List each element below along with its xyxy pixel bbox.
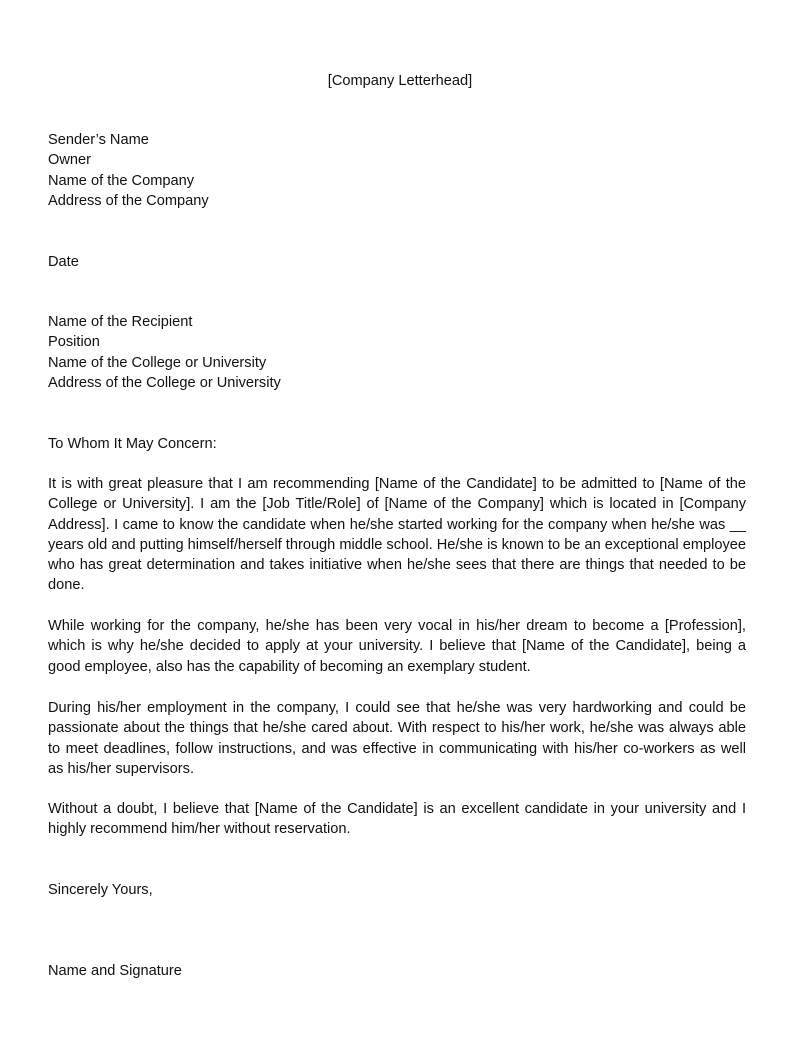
sender-title: Owner: [48, 152, 91, 169]
salutation-block: [48, 434, 748, 454]
sender-block: [48, 130, 748, 211]
body-paragraph-3: During his/her employment in the company, I could see that he/she was very hardworking and could be passionate about the things that he/she cared about. With respect to his/her work, he/she was always able to meet deadlines, follow instructions, and was effective in communicating with his/her co-workers as well as his/her supervisors.: [48, 700, 746, 777]
closing-block: [48, 880, 748, 900]
recipient-address: Address of the College or University: [48, 374, 281, 391]
recipient-institution: Name of the College or University: [48, 354, 267, 371]
body-paragraph-4: Without a doubt, I believe that [Name of the Candidate] is an excellent candidate in your university and I highly recommend him/her without reservation.: [48, 801, 746, 838]
recipient-name: Name of the Recipient: [48, 314, 193, 330]
letter-date: Date: [48, 254, 79, 270]
signature-line: Name and Signature: [48, 963, 182, 979]
company-letterhead: [Company Letterhead]: [327, 73, 473, 89]
sender-name: Sender’s Name: [48, 132, 149, 148]
sender-address: Address of the Company: [48, 192, 209, 209]
body-paragraph-1: It is with great pleasure that I am recommending [Name of the Candidate] to be admitted to [Name of the College or University]. I am the [Job Title/Role] of [Name of the Company] which is located in [Company Address]. I came to know the candidate when he/she started working for the company when he/she was __ years old and putting himself/herself through middle school. He/she is known to be an exceptional employee who has great determination and takes initiative when he/she sees that there are things that needed to be done.: [48, 476, 746, 594]
salutation: To Whom It May Concern:: [48, 436, 217, 452]
date-block: [48, 252, 748, 272]
signature-block: [48, 961, 748, 981]
recipient-block: [48, 312, 748, 393]
sender-company: Name of the Company: [48, 172, 195, 189]
body-paragraph-2: While working for the company, he/she has been very vocal in his/her dream to become a [Profession], which is why he/she decided to apply at your university. I believe that [Name of the Candidate], being a good employee, also has the capability of becoming an exemplary student.: [48, 618, 746, 675]
recipient-position: Position: [48, 334, 100, 351]
closing: Sincerely Yours,: [48, 882, 153, 898]
